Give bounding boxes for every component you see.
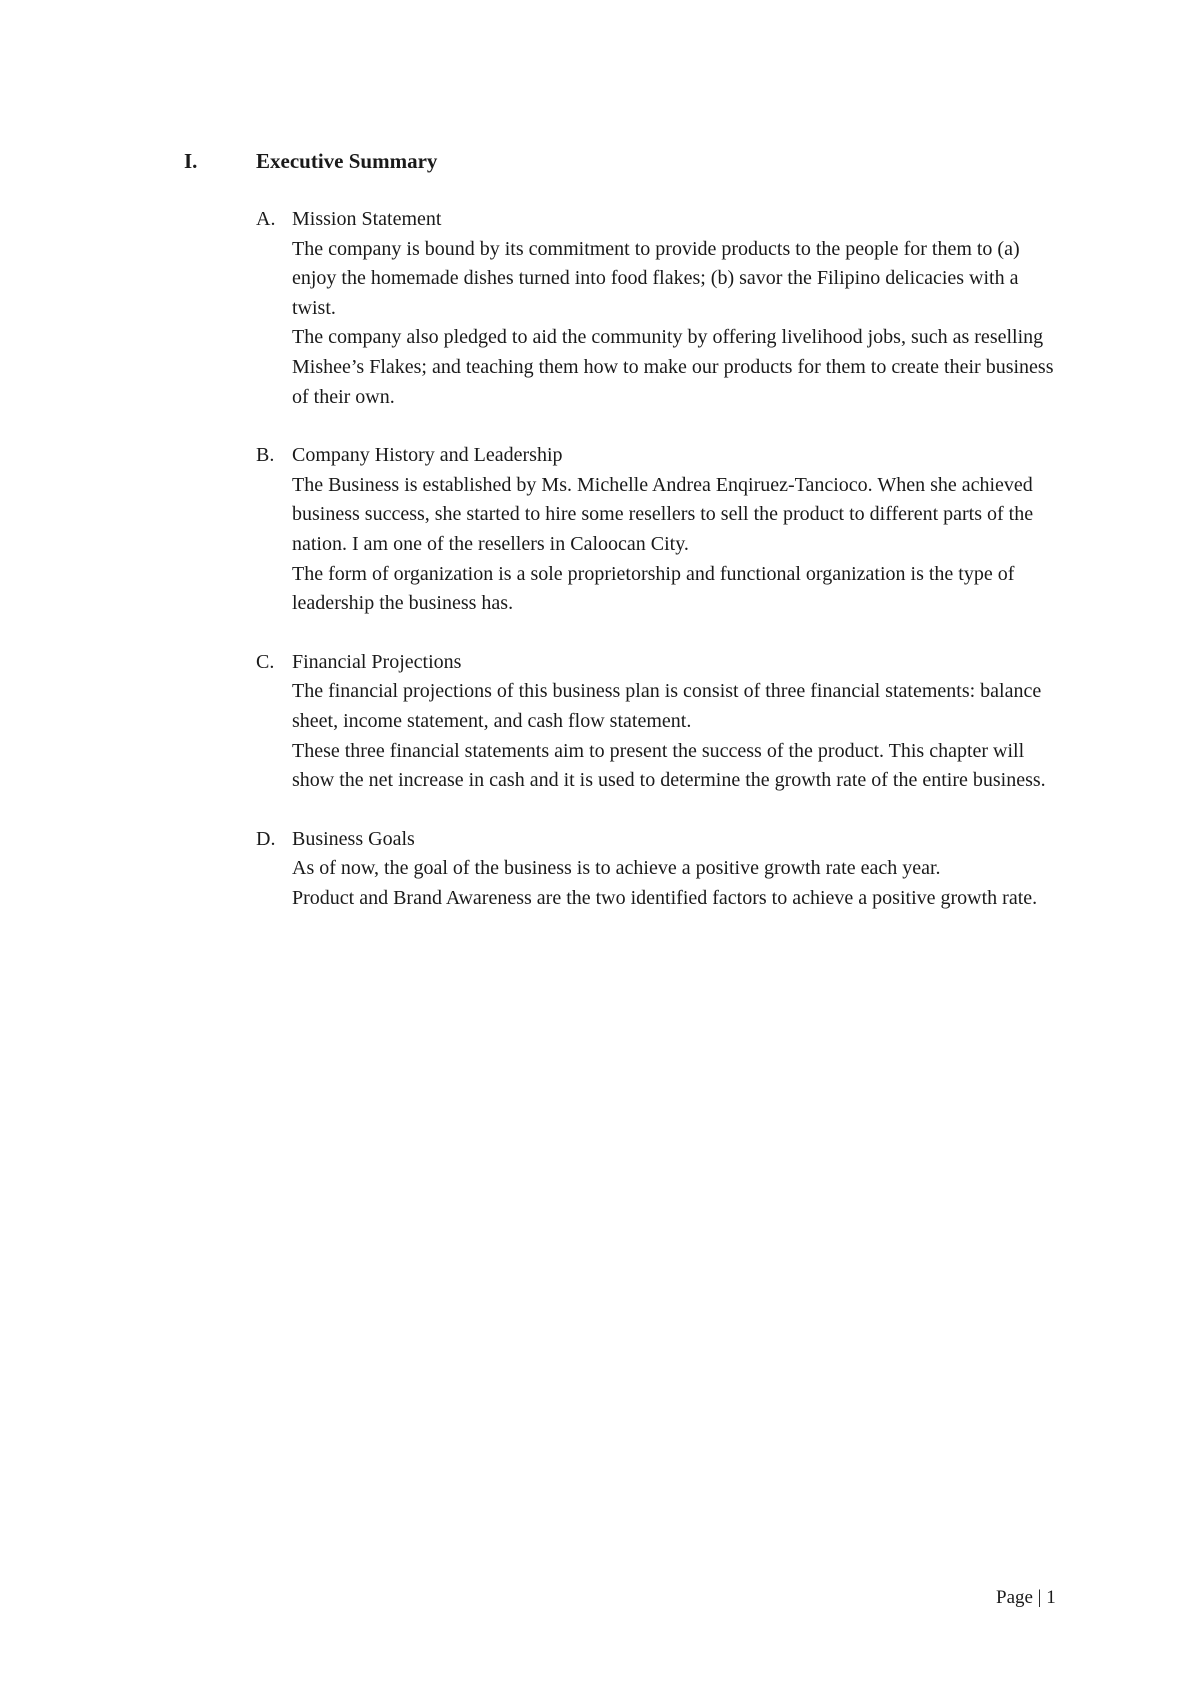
section-header (256, 825, 1056, 855)
section-financial-projections (256, 648, 1056, 796)
heading-title: Executive Summary (256, 149, 438, 173)
paragraph: As of now, the goal of the business is to achieve a positive growth rate each year. (292, 857, 941, 880)
section-company-history (256, 441, 1056, 619)
paragraph: The Business is established by Ms. Michelle Andrea Enqiruez-Tancioco. When she achieved business success, she started to hire some resellers to sell the product to different parts of the nation. I am one of the resellers in Caloocan City. (292, 473, 1034, 555)
paragraph: Product and Brand Awareness are the two identified factors to achieve a positive growth rate. (292, 886, 1038, 909)
section-letter: A. (256, 208, 276, 230)
paragraph: These three financial statements aim to present the success of the product. This chapter will show the net increase in cash and it is used to determine the growth rate of the entire business. (292, 739, 1046, 792)
heading-number: I. (184, 149, 198, 173)
section-body (292, 235, 1056, 413)
paragraph: The form of organization is a sole proprietorship and functional organization is the type of leadership the business has. (292, 562, 1015, 615)
section-title: Mission Statement (292, 208, 442, 230)
section-title: Company History and Leadership (292, 444, 563, 467)
section-body (292, 854, 1056, 913)
section-body (292, 471, 1056, 619)
section-business-goals (256, 825, 1056, 914)
section-header (256, 648, 1056, 678)
paragraph: The company is bound by its commitment to provide products to the people for them to (a) enjoy the homemade dishes turned into food flakes; (b) savor the Filipino delicacies with a twist. (292, 237, 1020, 319)
section-header (256, 205, 1056, 235)
section-header (256, 441, 1056, 471)
section-letter: D. (256, 827, 276, 850)
section-body (292, 677, 1056, 795)
section-title: Financial Projections (292, 650, 462, 673)
sections-list (256, 205, 1056, 942)
section-mission-statement (256, 205, 1056, 412)
section-letter: C. (256, 650, 275, 673)
section-letter: B. (256, 444, 275, 467)
page-number: Page | 1 (996, 1587, 1056, 1608)
paragraph: The financial projections of this business plan is consist of three financial statements: balance sheet, income statement, and cash flow statement. (292, 680, 1042, 732)
section-title: Business Goals (292, 827, 415, 850)
paragraph: The company also pledged to aid the community by offering livelihood jobs, such as reselling Mishee’s Flakes; and teaching them how to make our products for them to create their business of their own. (292, 326, 1054, 408)
